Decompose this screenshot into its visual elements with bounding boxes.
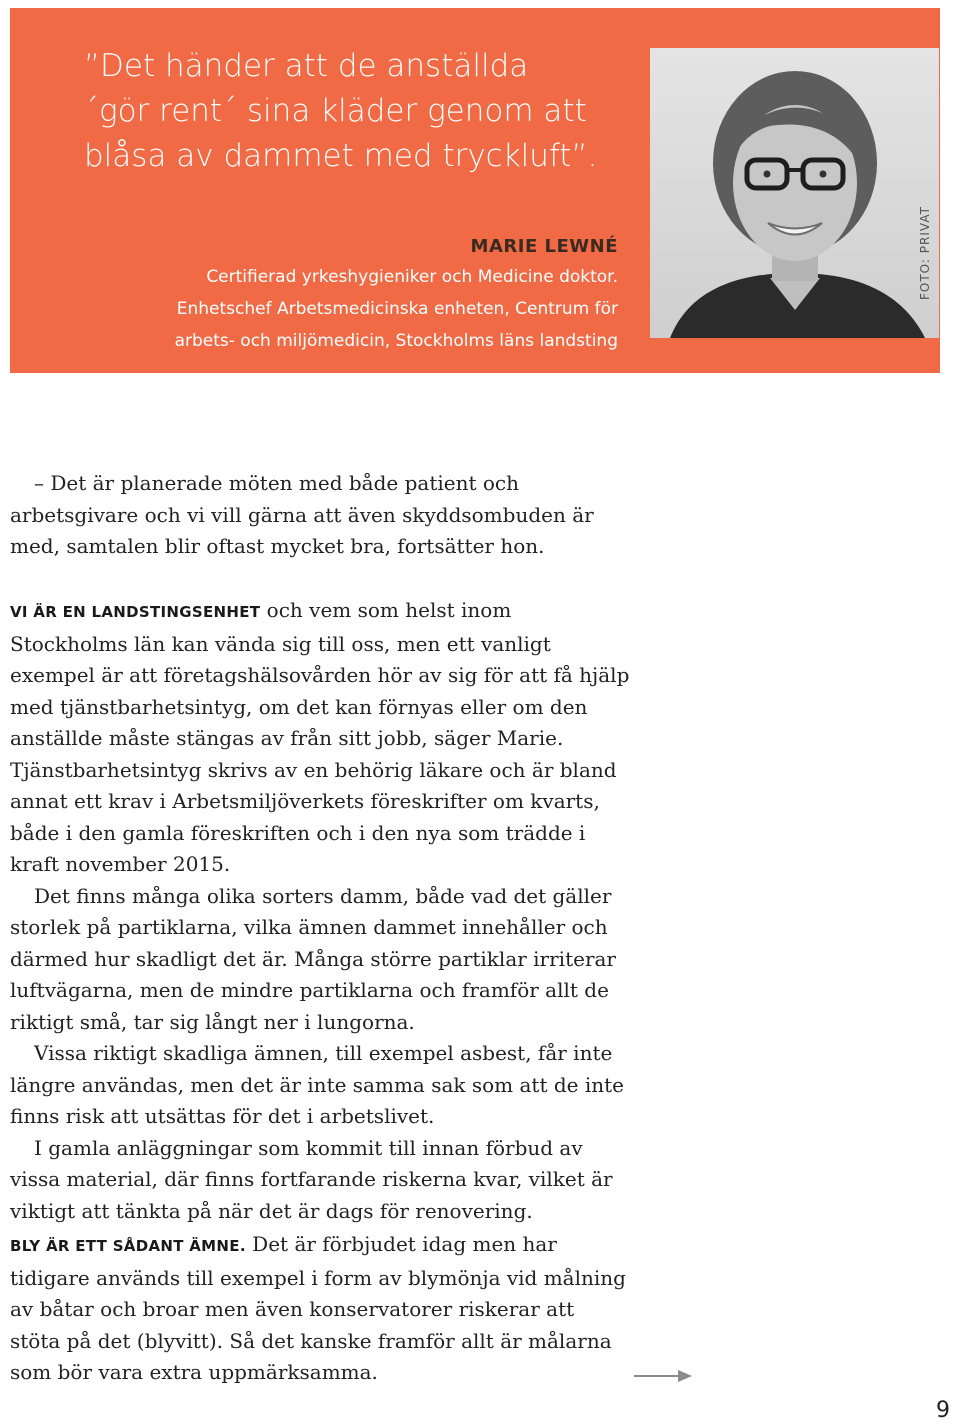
section-lead-in: VI ÄR EN LANDSTINGSENHET: [10, 603, 261, 621]
paragraph: [10, 595, 630, 881]
continue-arrow-icon: [634, 1368, 694, 1384]
quote-attribution: [175, 233, 618, 357]
paragraph: Vissa riktigt skadliga ämnen, till exempel asbest, får inte längre användas, men det är inte samma sak som att de inte finns risk att utsättas för det i arbetslivet.: [10, 1041, 624, 1128]
paragraph: – Det är planerade möten med både patient och arbetsgivare och vi vill gärna att även skyddsombuden är med, samtalen blir oftast mycket bra, fortsätter hon.: [10, 471, 594, 558]
person-name: MARIE LEWNÉ: [470, 236, 618, 257]
paragraph: [10, 1229, 630, 1389]
pull-quote-line: ”Det händer att de anställda: [84, 48, 529, 84]
section-lead-in: BLY ÄR ETT SÅDANT ÄMNE.: [10, 1237, 246, 1255]
page-number: 9: [936, 1398, 950, 1423]
portrait-photo: [650, 48, 939, 338]
pull-quote-line: blåsa av dammet med tryckluft”.: [84, 138, 598, 174]
paragraph-text: Det är förbjudet idag men har tidigare används till exempel i form av blymönja vid målning av båtar och broar men även konservatorer riskerar att stöta på det (blyvitt). Så det kanske framför allt är målarna som bör vara extra uppmärksamma.: [10, 1232, 626, 1384]
article-section: [10, 595, 630, 1227]
paragraph-text: och vem som helst inom Stockholms län kan vända sig till oss, men ett vanligt exempel är att företagshälsovården hör av sig för att få hjälp med tjänstbarhetsintyg, om det kan förnyas eller om den anställde måste stängas av från sitt jobb, säger Marie. Tjänstbarhetsintyg skrivs av en behörig läkare och är bland annat ett krav i Arbetsmiljöverkets föreskrifter om kvarts, både i den gamla föreskriften och i den nya som trädde i kraft november 2015.: [10, 598, 630, 876]
person-title-line: Certifierad yrkeshygieniker och Medicine doktor.: [206, 267, 618, 287]
paragraph: Det finns många olika sorters damm, både vad det gäller storlek på partiklarna, vilka ämnen dammet innehåller och därmed hur skadligt det är. Många större partiklar irriterar luftvägarna, men de mindre partiklarna och framför allt de riktigt små, tar sig långt ner i lungorna.: [10, 883, 616, 1034]
photo-credit: FOTO: PRIVAT: [918, 206, 932, 300]
person-title-line: Enhetschef Arbetsmedicinska enheten, Centrum för: [176, 299, 618, 319]
paragraph: I gamla anläggningar som kommit till innan förbud av vissa material, där finns fortfarande riskerna kvar, vilket är viktigt att tänkta på när det är dags för renovering.: [10, 1135, 613, 1223]
person-title-line: arbets- och miljömedicin, Stockholms läns landsting: [174, 331, 618, 351]
intro-paragraph: [10, 468, 630, 563]
article-section: [10, 1229, 630, 1389]
pull-quote-line: ´gör rent´ sina kläder genom att: [84, 93, 587, 129]
pull-quote: [84, 44, 644, 179]
